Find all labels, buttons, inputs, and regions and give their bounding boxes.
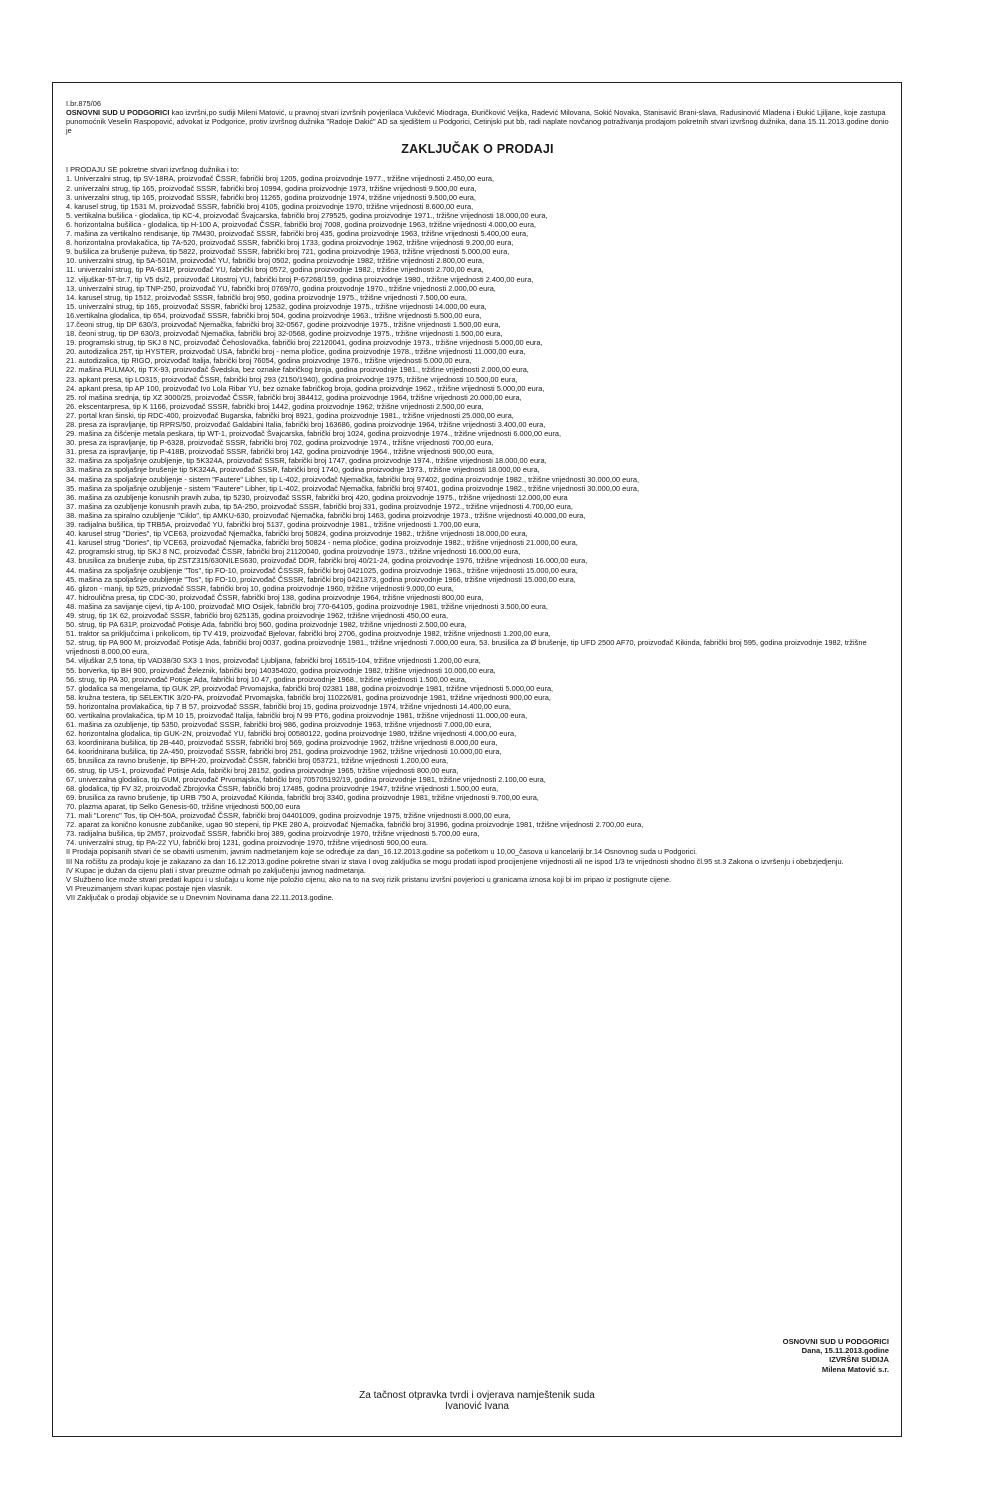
list-item: 31. presa za ispravljanje, tip P-418B, proizvođač SSSR, fabrički broj 142, godina proizvodnje 1964., tržišne vrijednosti 900,00 eura, — [66, 447, 495, 457]
list-item: 46. glizon - manji, tip 525, prizvođač SSSR, fabrički broj 10, godina proizvodnje 1960, tržišne vrijednosti 9.000,00 eura, — [66, 583, 454, 593]
list-item: 24. apkant presa, tip AP 100, proizvođač Ivo Lola Ribar YU, bez oznake fabričkog broja, godina proizvdnje 1962., tržišne vrijednosti 5.000,00 eura, — [66, 383, 545, 393]
clause-paragraph: IV Kupac je dužan da cijenu plati i stvar preuzme odmah po zaključenju javnog nadmetanja. — [66, 865, 366, 875]
list-item: 15. univerzalni strug, tip 165, proizvođač SSSR, fabrički broj 12532, godina proizvodnje 1975., tržišne vrijednosti 14.000,00 eura, — [66, 301, 487, 311]
signature-role: IZVRŠNI SUDIJA — [829, 1355, 889, 1365]
list-item: 71. mali "Lorenc" Tos, tip OH-50A, proizvođač ČSSR, fabrički broj 04401009, godina proizvodnje 1975, tržišne vrijednosti 8.000,00 eura, — [66, 811, 511, 821]
clause-paragraph: VII Zaključak o prodaji objaviće se u Dnevnim Novinama dana 22.11.2013.godine. — [66, 892, 334, 902]
clause-paragraph: III Na ročištu za prodaju koje je zakazano za dan 16.12.2013.godine pokretne stvari iz stava I ovog zaključka se mogu prodati ispod procijenjene vrijednosti ali ne ispod 1/3 te vrijednosti shodno čl.95 st.3 Zakona o izvršenju i obebzjedjenju. — [66, 856, 844, 866]
list-item: 14. karusel strug, tip 1512, proizvođač SSSR, fabrički broj 950, godina proizvodnje 1975., tržišne vrijednosti 7.500,00 eura, — [66, 292, 467, 302]
list-item: 67. univerzalna glodalica, tip GUM, proizvođač Prvomajska, fabrički broj 705705192/19, godina proizvodnje 1981, tržišne vrijednosti 2.100,00 eura, — [66, 774, 546, 784]
list-item: 57. glodalica sa mengelama, tip GUK 2P, proizvođač Prvomajska, fabrički broj 02381 188, godina proizvodnje 1981, tržišne vrijednosti 5.000,00 eura, — [66, 683, 554, 693]
list-item: 32. mašina za spoljašnje ozubljenje, tip 5K324A, proizvođač SSSR, fabrički broj 1747, godina proizvodnje 1974., tržišne vrijednosti 18.000,00 eura, — [66, 456, 547, 466]
signature-court: OSNOVNI SUD U PODGORICI — [782, 1337, 889, 1346]
list-item: 9. bušilica za brušenje puževa, tip 5822, proizvođač SSSR, fabrički broj 721, godina proizvodnje 1963, tržišne vrijednosti 5.000,00 eura, — [66, 247, 510, 257]
list-item: 43. brusilica za brušenje zuba, tip ZSTZ315/630NILES630, proizvođač DDR, fabrički broj 40/21-24, godina proizvodnje 1976, tržišne vrijednosti 16.000,00 eura, — [66, 556, 588, 566]
list-item: 27. portal kran šinski, tip RDC-400, proizvođač Bugarska, fabrički broj 8921, godina proizvodnje 1981., tržišne vrijednosti 25.000,00 eura, — [66, 410, 514, 420]
list-item: 20. autodizalica 25T, tip HYSTER, proizvođač USA, fabrički broj - nema pločice, godina proizvodnje 1978., tržišne vrijednosti 11.000,00 eura, — [66, 347, 526, 357]
list-item: 55. borverka, tip BH 900, proizvođač Železnik, fabrički broj 140354020, godina proizvodnje 1982, tržišne vrijednosti 10.000,00 eura, — [66, 665, 496, 675]
intro-text: kao izvršni,po sudiji Mileni Matović, u pravnoj stvari izvršnih povjerilaca Vukčević Miodraga, Đuričković Veljka, Radević Milovana, Sokić Novaka, Stanisavić Brani-slava, Radusinović Mladena i Đukić Ljiljane, koje zastupa punomoćnik Veselin Raspopović, advokat iz Podgorice, protiv izvršnog dužnika "Radoje Dakić" AD sa sjedištem u Podgorici, Cetinjski put bb, radi naplate novčanog potraživanja prodajom pokretnih stvari izvršnog dužnika, dana 15.11.2013.godine donio je — [66, 108, 889, 136]
certification-block — [53, 1390, 901, 1412]
certification-line: Za tačnost otpravka tvrdi i ovjerava namještenik suda — [359, 1390, 595, 1401]
list-item: 34. mašina za spoljašnje ozubljenje - sistem "Fautere" Libher, tip L-402, proizvođač Njemačka, fabrički broj 97402, godina proizvodnje 1982., tržišne vrijednosti 30.000,00 eura, — [66, 474, 640, 484]
list-item: 61. mašina za ozubljenje, tip 5350, proizvođač SSSR, fabrički broj 986, godina proizvodnje 1963, tržišne vrijednosti 7.000,00 eura, — [66, 720, 492, 730]
legal-notice-frame — [52, 82, 902, 1437]
section-one-heading: I PRODAJU SE pokretne stvari izvršnog dužnika i to: — [66, 165, 239, 175]
list-item: 64. kooridnirana bušilica, tip 2A-450, proizvođač SSSR, fabrički broj 251, godina proizvodnje 1962, tržišne vrijednosti 10.000,00 eura, — [66, 747, 502, 757]
list-item: 16.vertikalna glodalica, tip 654, proizvođač SSSR, fabrički broj 504, godina proizvodnje 1963., tržišne vrijednosti 5.500,00 eura, — [66, 310, 482, 320]
list-item: 56. strug, tip PA 30, proizvođač Potisje Ada, fabrički broj 10 47, godina proizvodnje 1968., tržišne vrijednosti 1.500,00 eura, — [66, 674, 467, 684]
list-item: 36. mašina za ozubljenje konusnih pravih zuba, tip 5230, proizvođač SSSR, fabrički broj 420, godina proizvodnje 1975., tržišne vrijednosti 12.000,00 eura — [66, 492, 568, 502]
document-title: ZAKLJUČAK O PRODAJI — [401, 142, 554, 157]
list-item: 2. univerzalni strug, tip 165, proizvođač SSSR, fabrički broj 10994, godina proizvodnje 1973, tržišne vrijednosti 9.500,00 eura, — [66, 183, 477, 193]
list-item: 12. viljuškar-5T-br.7, tip V5 ds/2, proizvođač Litostroj YU, fabrički broj P-67268/159, godina proizvodnje 1980., tržišne vrijednosti 2.400,00 eura, — [66, 274, 534, 284]
court-name: OSNOVNI SUD U PODGORICI — [66, 108, 170, 118]
list-item: 5. vertikalna bušilica - glodalica, tip KC-4, proizvođač Švajcarska, fabrički broj 279525, godina proizvodnje 1971., tržišne vrijednosti 18.000,00 eura, — [66, 210, 548, 220]
list-item: 33. mašina za spoljašnje brušenje tip 5K324A, proizvođač SSSR, fabrički broj 1740, godina proizvodnje 1973., tržišne vrijednosti 18.000,00 eura, — [66, 465, 540, 475]
list-item: 3. univerzalni strug, tip 165, proizvođač SSSR, fabrički broj 11265, godina proizvodnje 1974, tržišne vrijednosti 9.500,00 eura, — [66, 192, 476, 202]
legal-notice-content — [66, 99, 889, 902]
list-item: 60. vertikalna provlakačica, tip M 10 15, proizvođač Italija, fabrički broj N 99 PT6, godina proizvodnje 1981, tržišne vrijednosti 11.000,00 eura, — [66, 711, 528, 720]
list-item: 39. radijalna bušilica, tip TRB5A, proizvođač YU, fabrički broj 5137, godina proizvodnje 1981., tržišne vrijednosti 1.700,00 eura, — [66, 520, 481, 530]
list-item: 72. aparat za konično konusne zubčanike, ugao 90 stepeni, tip PKE 280 A, proizvođač Njemačka, fabrički broj 31996, godina proizvodnje 1981, tržišne vrijednosti 2.700,00 eura, — [66, 820, 644, 830]
list-item: 59. horizontalna provlakačica, tip 7 B 57, proizvođač SSSR, fabrički broj 15, godina proizvodnje 1974, tržišne vrijednosti 14.400,00 eura, — [66, 701, 511, 711]
list-item: 58. kružna testera, tip SELEKTIK 3/20-PA, proizvođač Prvomajska, fabrički broj 110226/81, godina proizvodnje 1981, tržišne vrijednosti 900,00 eura, — [66, 692, 551, 702]
list-item: 40. karusel strug "Dories", tip VCE63, proizvođač Njemačka, fabrički broj 50824, godina proizvodnje 1982., tržišne vrijednosti 18.000,00 eura, — [66, 529, 528, 539]
list-item: 66. strug, tip US-1, proizvođač Potisje Ada, fabrički broj 28152, godina proizvodnje 1965, tržišne vrijednosti 800,00 eura, — [66, 765, 459, 775]
list-item: 54. viljuškar 2,5 tona, tip VAD38/30 SX3 1 Inos, proizvođač Ljubljana, fabrički broj 16515-104, tržišne vrijednosti 1.200,00 eura, — [66, 656, 481, 666]
case-number: I.br.875/06 — [66, 99, 101, 108]
list-item: 51. traktor sa priključcima i prikolicom, tip TV 419, proizvođač Bjelovar, fabrički broj 2706, godina proizvodnje 1982, tržišne vrijednosti 1.200,00 eura, — [66, 629, 551, 639]
list-item: 28. presa za ispravljanje, tip RPRS/50, proizvođač Galdabini Italia, fabrički broj 163686, godina proizvodnje 1964, tržišne vrijednosti 3.400,00 eura, — [66, 420, 546, 429]
list-item: 25. rol mašina srednja, tip XZ 3000/25, proizvođač ČSSR, fabrički broj 384412, godina proizvodnje 1964, tržišne vrijednosti 20.000,00 eura, — [66, 392, 522, 402]
list-item: 52. strug, tip PA 900 M, proizvođač Potisje Ada, fabrički broj 0037, godina proizvodnje 1981., tržišne vrijednosti 7.000,00 eura, 53. brusilica za Ø brušenje, tip UFD 2500 AF70, proizvođač Kikinda, fabrički broj 595, godina proizvodnje 1982, tržišne vrijednosti 8.000,00 eura, — [66, 638, 867, 657]
list-item: 1. Univerzalni strug, tip SV-18RA, proizvođač ČSSR, fabrički broj 1205, godina proizvodnje 1977., tržišne vrijednosti 2.450,00 eura, — [66, 174, 495, 184]
list-item: 26. ekscentarpresa, tip K 1166, proizvođač SSSR, fabrički broj 1442, godina proizvodnje 1962, tržišne vrijednosti 2.500,00 eura, — [66, 401, 484, 411]
signature-name: Milena Matović s.r. — [821, 1364, 889, 1374]
list-item: 23. apkant presa, tip LO315, proizvođač ČSSR, fabrički broj 293 (2150/1940), godina proizvodnje 1975, tržišne vrijednosti 10.500,00 eura, — [66, 374, 518, 384]
list-item: 70. plazma aparat, tip Selko Genesis-60, tržišne vrijednosti 500,00 eura — [66, 801, 301, 811]
clauses — [66, 847, 889, 902]
list-item: 41. karusel strug "Dories", tip VCE63, proizvođač Njemačka, fabrički broj 50824 - nema pločice, godina proizvodnje 1982., tržišne vrijednosti 21.000,00 eura, — [66, 538, 578, 548]
list-item: 37. mašina za ozubljenje konusnih pravih zuba, tip 5A-250, proizvođač SSSR, fabrički broj 331, godina proizvodnje 1972., tržišne vrijednosti 4.700,00 eura, — [66, 501, 573, 511]
signature-date: Dana, 15.11.2013.godine — [801, 1346, 889, 1356]
items-list — [66, 174, 889, 847]
list-item: 8. horizontalna provlakačica, tip 7A-520, proizvođač SSSR, fabrički broj 1733, godina proizvodnje 1962, tržišne vrijednosti 9.200,00 eura, — [66, 238, 514, 248]
list-item: 50. strug, tip PA 631P, proizvođač Potisje Ada, fabrički broj 560, godina proizvodnje 1982, tržišne vrijednosti 2.500,00 eura, — [66, 620, 467, 630]
list-item: 19. programski strug, tip SKJ 8 NC, proizvođač Čehoslovačka, fabrički broj 22120041, godina proizvodnje 1973., tržišne vrijednosti 5.000,00 eura, — [66, 338, 543, 348]
list-item: 65. brusilica za ravno brušenje, tip BPH-20, proizvođač ČSSR, fabrički broj 053721, tržišne vrijednosti 1.200,00 eura, — [66, 756, 449, 766]
certification-clerk: Ivanović Ivana — [445, 1401, 509, 1412]
list-item: 68. glodalica, tip FV 32, proizvođač Zbrojovka ČSSR, fabrički broj 17485, godina proizvodnje 1947, tržišne vrijednosti 1.500,00 eura, — [66, 783, 499, 793]
list-item: 35. mašina za spoljašnje ozubljenje - sistem "Fautere" Libher, tip L-402, proizvođač Njemačka, fabrički broj 97401, godina proizvodnje 1982., tržišne vrijednosti 30.000,00 eura, — [66, 483, 640, 493]
list-item: 44. mašina za spoljašnje ozubljenje "Tos", tip FO-10, proizvođač ČSSSR, fabrički broj 0421025, godina proizvodnje 1963., tržišne vrijednosti 15.000,00 eura, — [66, 565, 578, 575]
list-item: 42. programski strug, tip SKJ 8 NC, proizvođač ČSSR, fabrički broj 21120040, godina proizvodnje 1973., tržišne vrijednosti 16.000,00 eura, — [66, 547, 521, 557]
list-item: 47. hidroulična presa, tip CDC-30, proizvođač ČSSR, fabrički broj 138, godina proizvodnje 1964, tržišne vrijednosti 800,00 eura, — [66, 592, 484, 602]
clause-paragraph: II Prodaja popisanih stvari će se obaviti usmenim, javnim nadmetanjem koje se određuje za dan_16.12.2013.godine sa početkom u 10,00_časova u kancelariji br.14 Osnovnog suda u Podgorici. — [66, 847, 698, 857]
list-item: 74. univerzalni strug, tip PA-22 YU, fabrički broj 1231, godina proizvodnje 1970, tržišne vrijednosti 900,00 eura. — [66, 838, 429, 848]
list-item: 10. univerzalni strug, tip 5A-501M, proizvođač YU, fabrički broj 0502, godina proizvodnje 1982, tržišne vrijednosti 2.800,00 eura, — [66, 256, 485, 266]
list-item: 62. horizontalna glodalica, tip GUK-2N, proizvođač YU, fabrički broj 00580122, godina proizvodnje 1980, tržišne vrijednosti 4.000,00 eura, — [66, 729, 517, 739]
list-item: 29. mašina za čišćenje metala peskara, tip WT-1, proizvođač Švajcarska, fabrički broj 1024, godina proizvodnje 1974., tržišne vrijednosti 6.000,00 eura, — [66, 429, 562, 439]
clause-paragraph: V Službeno lice može stvari predati kupcu i u slučaju u kome nije položio cijenu, ako na to na svoj rizik pristanu izvršni povjerioci u granicama iznosa koji bi im pripao iz postignute cijene. — [66, 874, 672, 884]
list-item: 30. presa za ispravljanje, tip P-6328, proizvođač SSSR, fabrički broj 702, godina proizvodnje 1974., tržišne vrijednosti 700,00 eura, — [66, 438, 494, 448]
intro-paragraph — [66, 108, 889, 135]
signature-block — [783, 1337, 889, 1374]
list-item: 17.čeoni strug, tip DP 630/3, proizvođač Njemačka, fabrički broj 32-0567, godine proizvodnje 1975., tržišne vrijednosti 1.500,00 eura, — [66, 319, 501, 329]
list-item: 6. horizontalna bušilica - glodalica, tip H-100 A, proizvođač ČSSR, fabrički broj 7008, godina proizvodnje 1963, tržišne vrijednosti 4.000,00 eura, — [66, 219, 536, 229]
list-item: 49. strug, tip 1K 62, proizvođač SSSR, fabrički broj 625135, godina proizvodnje 1962, tržišne vrijednosti 450,00 eura, — [66, 610, 449, 620]
list-item: 4. karusel strug, tip 1531 M, proizvođač SSSR, fabrički broj 4105, godina proizvodnje 1970, tržišne vrijednosti 8.600,00 eura, — [66, 201, 474, 211]
list-item: 7. mašina za vertikalno rendisanje, tip 7M430, proizvođač SSSR, fabrički broj 435, godina proizvodnje 1963, tržišne vrijednosti 5.400,00 eura, — [66, 229, 529, 239]
list-item: 11. univerzalni strug, tip PA-631P, proizvođač YU, fabrički broj 0572, godina proizvodnje 1982., tržišne vrijednosti 2.700,00 eura, — [66, 265, 484, 275]
list-item: 21. autodizalica, tip RIGO, proizvođač Italija, fabrički broj 76054, godina proizvodnje 1976., tržišne vrijednosti 5.000,00 eura, — [66, 356, 472, 366]
list-item: 73. radijalna bušilica, tip 2M57, proizvođač SSSR, fabrički broj 389, godina proizvodnje 1970, tržišne vrijednosti 5.700,00 eura, — [66, 829, 480, 839]
list-item: 69. brusilica za ravno brušenje, tip URB 750 A, proizvođač Kikinda, fabrički broj 3340, godina proizvodnje 1981, tržišne vrijednosti 9.700,00 eura, — [66, 792, 539, 802]
list-item: 63. koordinirana bušilica, tip 2B-440, proizvođač SSSR, fabrički broj 569, godina proizvodnje 1962, tržišne vrijednosti 8.000,00 eura, — [66, 738, 498, 748]
list-item: 38. mašina za spiralno ozubljenje "Ciklo", tip AMKU-630, proizvođač Njemačka, fabrički broj 1463, godina proizvodnje 1973., tržišne vrijednosti 40.000,00 eura, — [66, 510, 586, 520]
list-item: 22. mašina PULMAX, tip TX-93, proizvođač Švedska, bez oznake fabričkog broja, godina proizvodnje 1981., tržišne vrijednosti 2.000,00 eura, — [66, 365, 529, 375]
clause-paragraph: VI Preuzimanjem stvari kupac postaje njen vlasnik. — [66, 883, 233, 893]
list-item: 13. univerzalni strug, tip TNP-250, proizvođač YU, fabrički broj 0769/70, godina proizvodnje 1970., tržišne vrijednosti 2.000,00 eura, — [66, 283, 496, 293]
list-item: 48. mašina za savijanje cijevi, tip A-100, proizvođač MIO Osijek, fabrički broj 770-64105, godina proizvodnje 1981, tržišne vrijednosti 3.500,00 eura, — [66, 601, 548, 611]
list-item: 18. čeoni strug, tip DP 630/3, proizvođač Njemačka, fabrički broj 32-0568, godine proizvodnje 1975., tržišne vrijednosti 1.500,00 eura, — [66, 329, 503, 339]
list-item: 45. mašina za spoljašnje ozubljenje "Tos", tip FO-10, proizvođač ČSSSR, fabrički broj 0421373, godina proizvodnje 1966, tržišne vrijednosti 15.000,00 eura, — [66, 574, 576, 584]
